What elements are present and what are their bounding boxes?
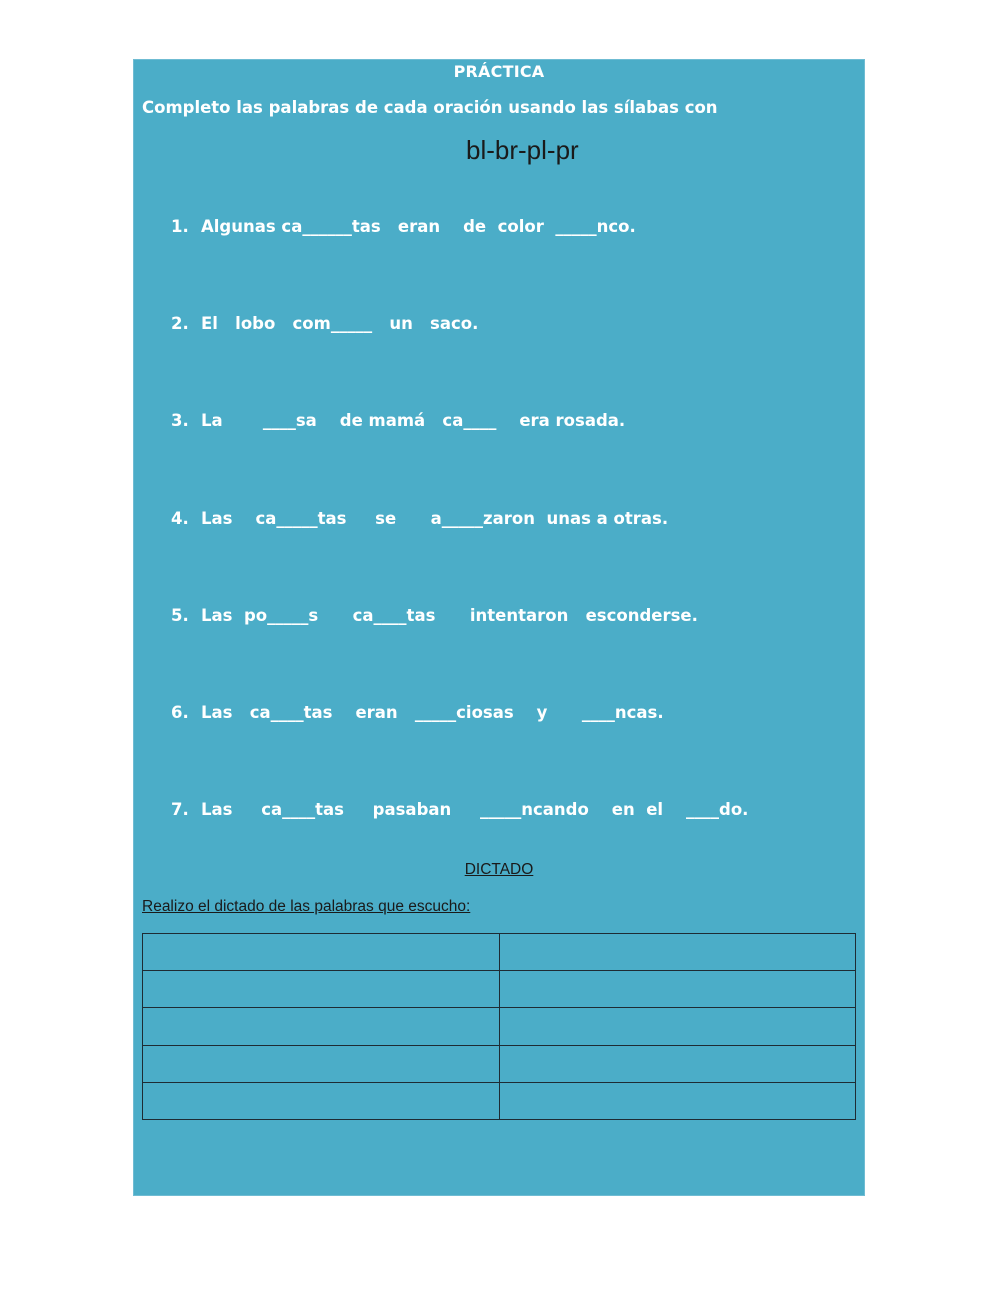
sentence-number: 5. (171, 606, 189, 625)
sentence-item (171, 217, 636, 241)
sentence-item (171, 314, 478, 338)
sentence-text: Las ca____tas pasaban _____ncando en el ____do. (201, 800, 749, 819)
answer-cell[interactable] (499, 934, 856, 971)
sentence-item (171, 606, 698, 630)
table-row (143, 1008, 856, 1045)
sentence-number: 3. (171, 411, 189, 430)
sentence-text: Las po_____s ca____tas intentaron esconderse. (201, 606, 698, 625)
sentence-item (171, 800, 748, 824)
dictation-title: DICTADO (464, 861, 534, 878)
answer-cell[interactable] (143, 971, 500, 1008)
dictation-table (142, 933, 856, 1120)
dictation-instruction: Realizo el dictado de las palabras que escucho: (142, 898, 471, 915)
answer-cell[interactable] (499, 971, 856, 1008)
answer-cell[interactable] (499, 1008, 856, 1045)
answer-cell[interactable] (499, 1045, 856, 1082)
sentence-number: 1. (171, 217, 189, 236)
sentence-number: 2. (171, 314, 189, 333)
table-row (143, 1082, 856, 1119)
sentence-text: Las ca_____tas se a_____zaron unas a otras. (201, 509, 669, 528)
page-title: PRÁCTICA (453, 62, 545, 81)
answer-cell[interactable] (143, 1082, 500, 1119)
syllables-text: bl-br-pl-pr (466, 135, 579, 165)
answer-cell[interactable] (499, 1082, 856, 1119)
sentence-item (171, 509, 668, 533)
table-row (143, 934, 856, 971)
sentence-number: 4. (171, 509, 189, 528)
answer-cell[interactable] (143, 1008, 500, 1045)
answer-cell[interactable] (143, 934, 500, 971)
sentence-text: Las ca____tas eran _____ciosas y ____ncas. (201, 703, 664, 722)
sentence-text: El lobo com_____ un saco. (201, 314, 479, 333)
sentence-number: 6. (171, 703, 189, 722)
sentence-text: La ____sa de mamá ca____ era rosada. (201, 411, 626, 430)
sentence-number: 7. (171, 800, 189, 819)
sentence-item (171, 703, 664, 727)
table-row (143, 971, 856, 1008)
answer-cell[interactable] (143, 1045, 500, 1082)
instruction-text: Completo las palabras de cada oración usando las sílabas con (142, 98, 718, 117)
sentence-text: Algunas ca______tas eran de color _____nco. (201, 217, 636, 236)
table-row (143, 1045, 856, 1082)
sentence-item (171, 411, 625, 435)
worksheet-panel (133, 59, 865, 1196)
